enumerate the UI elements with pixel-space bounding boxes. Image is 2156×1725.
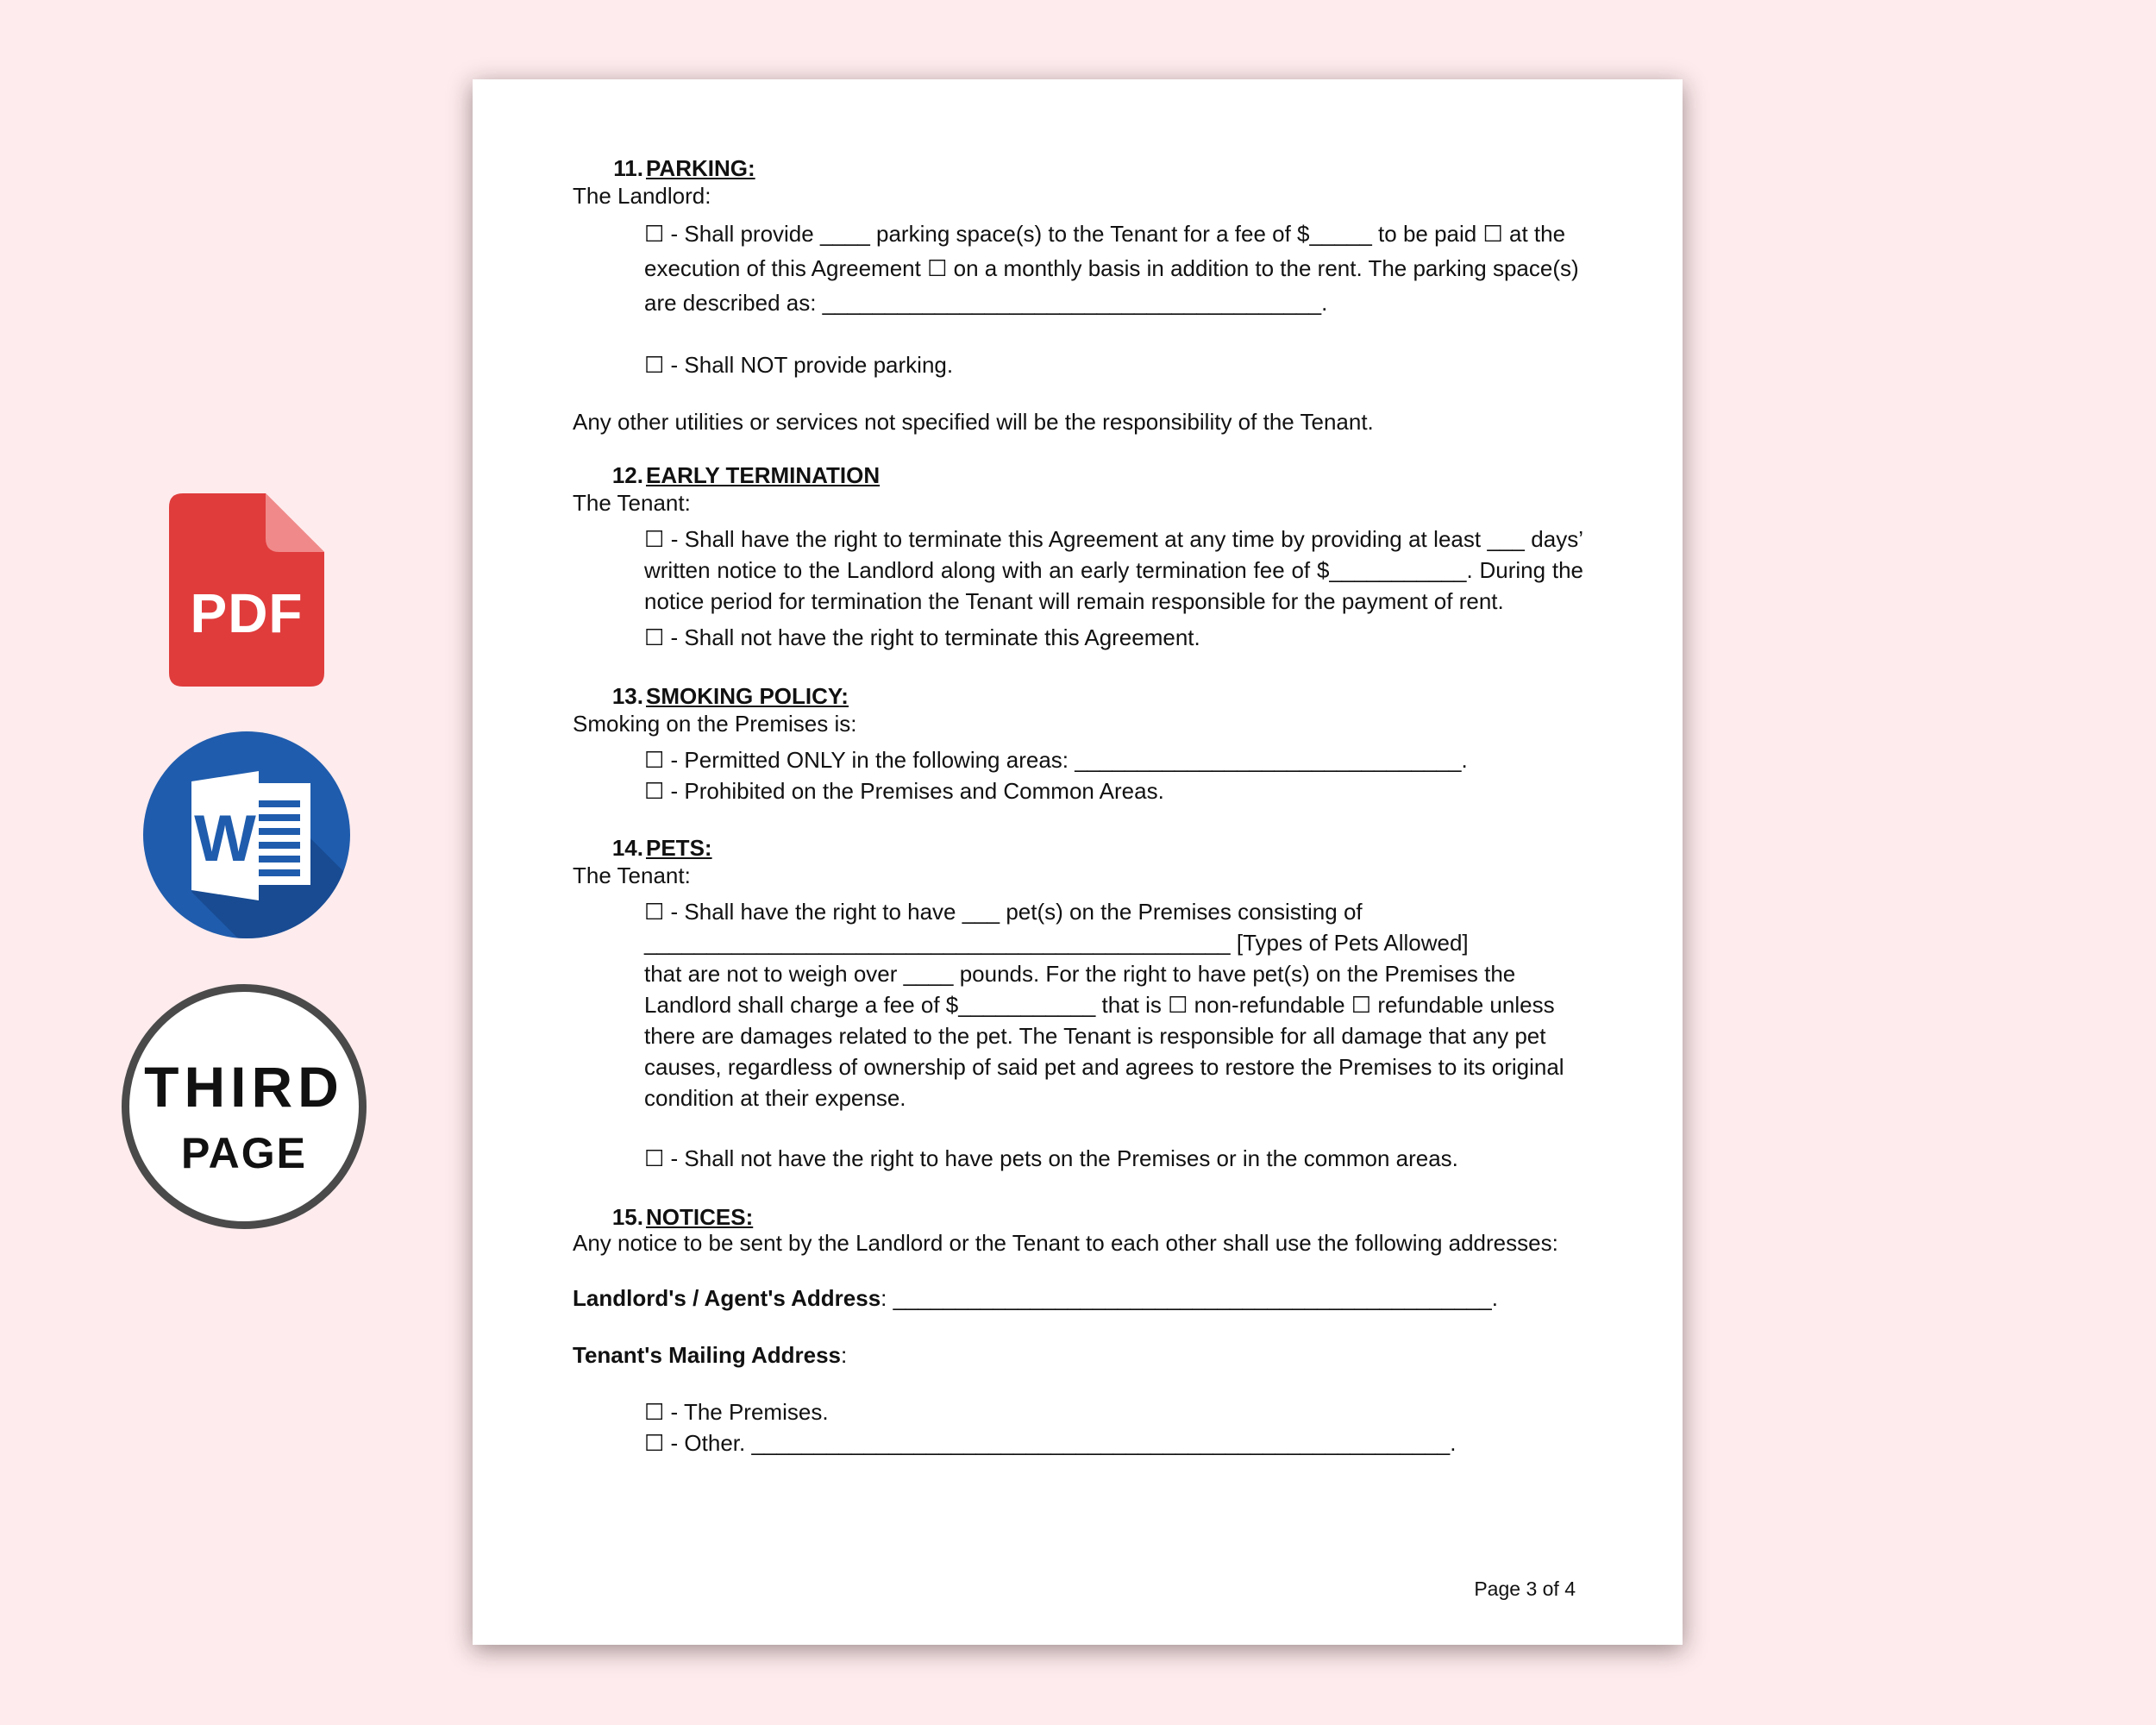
landlord-address-value: : ________________________________________________. bbox=[881, 1285, 1498, 1311]
tenant-address-line bbox=[573, 1339, 1583, 1371]
landlord-address-label: Landlord's / Agent's Address bbox=[573, 1285, 881, 1311]
section-number: 11. bbox=[613, 155, 643, 181]
tenant-address-option-premises: ☐ - The Premises. bbox=[644, 1399, 829, 1425]
smoking-option-permitted: ☐ - Permitted ONLY in the following areas: _______________________________. bbox=[644, 747, 1468, 773]
section-number: 13. bbox=[611, 683, 643, 709]
parking-option-not-provide: ☐ - Shall NOT provide parking. bbox=[644, 352, 954, 378]
tenant-address-option-other: ☐ - Other. ________________________________________________________. bbox=[644, 1430, 1457, 1456]
document-page bbox=[473, 79, 1683, 1645]
section-heading-early-termination bbox=[573, 460, 1583, 491]
section-number: 14. bbox=[611, 835, 643, 861]
section-heading-parking bbox=[573, 153, 1583, 184]
section-intro: The Tenant: bbox=[573, 490, 691, 516]
section-heading-notices bbox=[573, 1201, 1583, 1233]
parking-option-provide: ☐ - Shall provide ____ parking space(s) to the Tenant for a fee of $_____ to be paid ☐ at the execution of this Agreement ☐ on a monthly basis in addition to the rent. The parking space(s) are described as: ________________________________________. bbox=[644, 221, 1579, 316]
section-title: SMOKING POLICY: bbox=[646, 683, 849, 709]
section-heading-smoking bbox=[573, 681, 1583, 712]
pets-option-line: _______________________________________________ [Types of Pets Allowed] bbox=[644, 930, 1469, 956]
tenant-address-label: Tenant's Mailing Address bbox=[573, 1342, 842, 1368]
section-heading-pets bbox=[573, 832, 1583, 863]
utilities-note: Any other utilities or services not specified will be the responsibility of the Tenant. bbox=[573, 409, 1374, 435]
termination-option-allowed: ☐ - Shall have the right to terminate this Agreement at any time by providing at least ___ days’ written notice to the Landlord along with an early termination fee of $___________. During the notice period for termination the Tenant will remain responsible for the payment of rent. bbox=[644, 526, 1583, 614]
pdf-label: PDF bbox=[190, 582, 304, 644]
termination-option-not-allowed: ☐ - Shall not have the right to terminate this Agreement. bbox=[644, 624, 1200, 650]
pdf-file-icon bbox=[169, 493, 324, 687]
tenant-address-value: : bbox=[841, 1342, 848, 1368]
badge-line-2: PAGE bbox=[181, 1129, 307, 1177]
word-file-icon bbox=[143, 731, 350, 938]
pets-option-not-allowed: ☐ - Shall not have the right to have pets on the Premises or in the common areas. bbox=[644, 1145, 1458, 1171]
pets-option-allowed bbox=[573, 896, 1583, 1113]
section-intro: The Landlord: bbox=[573, 183, 711, 209]
section-number: 12. bbox=[611, 462, 643, 488]
section-title: PARKING: bbox=[646, 155, 755, 181]
document-content bbox=[573, 153, 1583, 1458]
section-title: PETS: bbox=[646, 835, 712, 861]
pets-option-line: ☐ - Shall have the right to have ___ pet(s) on the Premises consisting of bbox=[644, 899, 1363, 925]
section-intro: The Tenant: bbox=[573, 862, 691, 888]
smoking-option-prohibited: ☐ - Prohibited on the Premises and Common Areas. bbox=[644, 778, 1164, 804]
section-title: NOTICES: bbox=[646, 1204, 754, 1230]
landlord-address-line bbox=[573, 1283, 1583, 1314]
badge-line-1: THIRD bbox=[144, 1055, 344, 1119]
third-page-badge bbox=[122, 984, 367, 1229]
section-intro: Smoking on the Premises is: bbox=[573, 711, 857, 737]
section-number: 15. bbox=[611, 1204, 643, 1230]
notices-intro: Any notice to be sent by the Landlord or the Tenant to each other shall use the following addresses: bbox=[573, 1230, 1558, 1256]
word-letter: W bbox=[194, 802, 256, 875]
pets-option-body: that are not to weigh over ____ pounds. For the right to have pet(s) on the Premises the Landlord shall charge a fee of $___________ that is ☐ non-refundable ☐ refundable unless there are damages related to the pet. The Tenant is responsible for all damage that any pet causes, regardless of ownership of said pet and agrees to restore the Premises to its original condition at their expense. bbox=[644, 961, 1564, 1111]
section-title: EARLY TERMINATION bbox=[646, 462, 881, 488]
page-number: Page 3 of 4 bbox=[1474, 1578, 1576, 1600]
